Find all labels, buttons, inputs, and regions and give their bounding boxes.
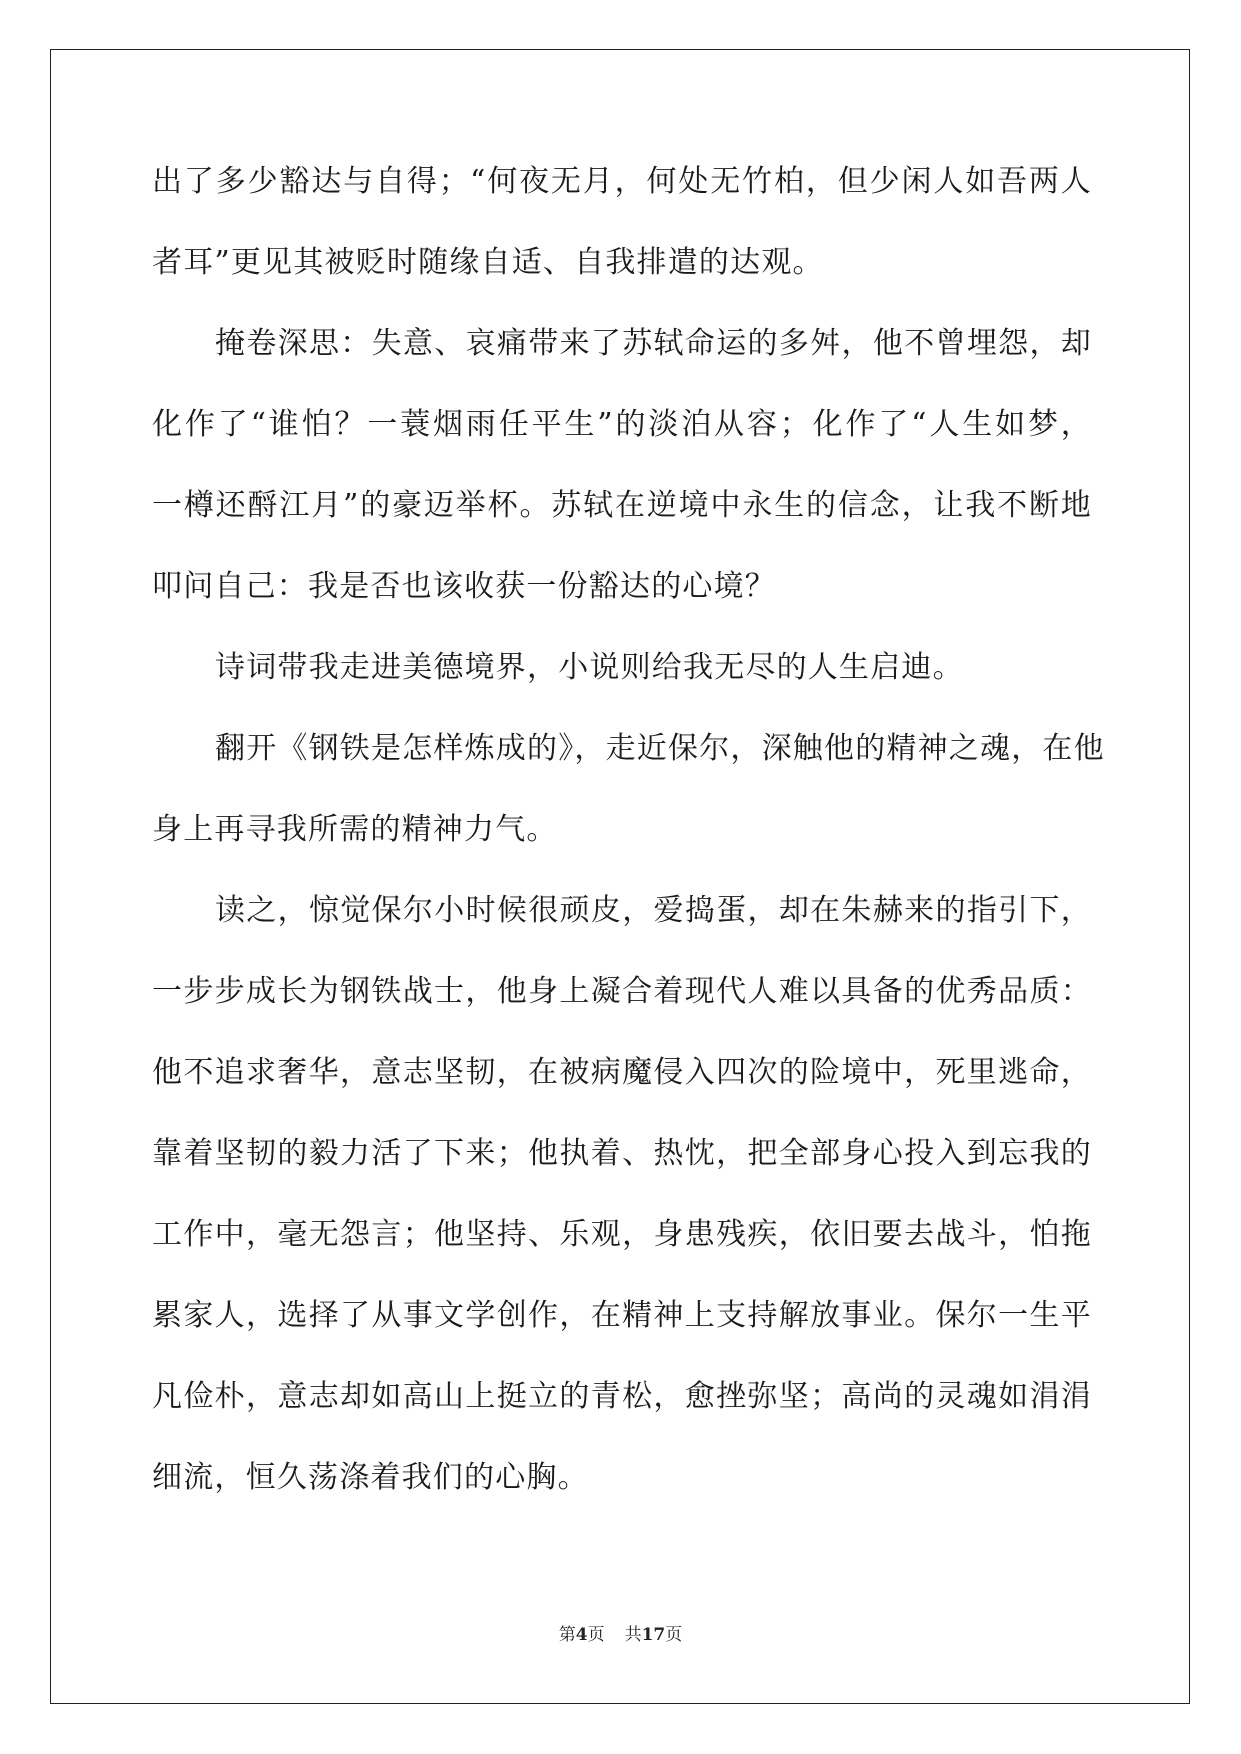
page-suffix: 页 (587, 1625, 605, 1645)
text-line-2: 者耳”更见其被贬时随缘自适、自我排遣的达观。 (152, 245, 824, 280)
total-prefix: 共 (624, 1625, 642, 1645)
text-line-16: 凡俭朴，意志却如高山上挺立的青松，愈挫弥坚；高尚的灵魂如涓涓 (152, 1379, 1092, 1414)
text-line-13: 靠着坚韧的毅力活了下来；他执着、热忱，把全部身心投入到忘我的 (152, 1136, 1092, 1171)
text-line-3: 掩卷深思：失意、哀痛带来了苏轼命运的多舛，他不曾埋怨，却 (215, 326, 1092, 361)
page-prefix: 第 (558, 1625, 576, 1645)
text-line-15: 累家人，选择了从事文学创作，在精神上支持解放事业。保尔一生平 (152, 1298, 1092, 1333)
page-footer (0, 1624, 1241, 1646)
text-line-10: 读之，惊觉保尔小时候很顽皮，爱捣蛋，却在朱赫来的指引下， (215, 893, 1092, 928)
page-number: 4 (575, 1625, 588, 1645)
text-line-4: 化作了“谁怕？一蓑烟雨任平生”的淡泊从容；化作了“人生如梦， (152, 407, 1092, 442)
text-line-17: 细流，恒久荡涤着我们的心胸。 (152, 1460, 589, 1495)
total-suffix: 页 (665, 1625, 683, 1645)
body-text (152, 162, 1105, 1539)
text-line-6: 叩问自己：我是否也该收获一份豁达的心境？ (152, 569, 776, 604)
text-line-5: 一樽还酹江月”的豪迈举杯。苏轼在逆境中永生的信念，让我不断地 (152, 488, 1092, 523)
text-line-11: 一步步成长为钢铁战士，他身上凝合着现代人难以具备的优秀品质： (152, 974, 1092, 1009)
text-line-9: 身上再寻我所需的精神力气。 (152, 812, 558, 847)
text-line-1: 出了多少豁达与自得；“何夜无月，何处无竹柏，但少闲人如吾两人 (152, 164, 1092, 199)
text-line-12: 他不追求奢华，意志坚韧，在被病魔侵入四次的险境中，死里逃命， (152, 1055, 1092, 1090)
text-line-14: 工作中，毫无怨言；他坚持、乐观，身患残疾，依旧要去战斗，怕拖 (152, 1217, 1092, 1252)
text-line-8: 翻开《钢铁是怎样炼成的》，走近保尔，深触他的精神之魂，在他 (215, 731, 1105, 766)
total-pages: 17 (641, 1625, 666, 1645)
text-line-7: 诗词带我走进美德境界，小说则给我无尽的人生启迪。 (215, 650, 964, 685)
